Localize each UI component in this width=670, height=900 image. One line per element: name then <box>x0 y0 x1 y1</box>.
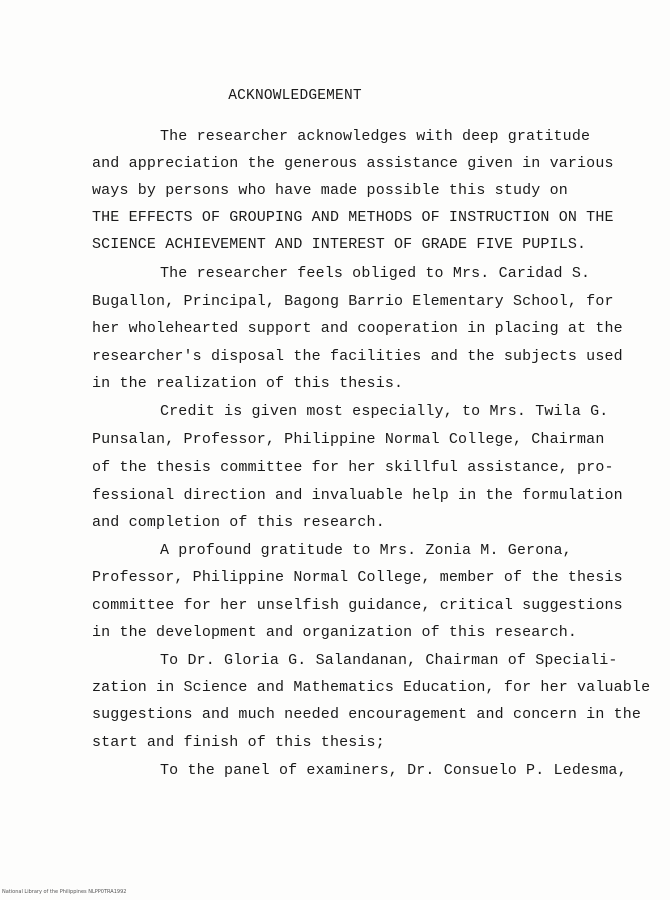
page-title: ACKNOWLEDGEMENT <box>228 88 362 104</box>
text-line: zation in Science and Mathematics Education, for her valuable <box>92 679 651 696</box>
text-line: SCIENCE ACHIEVEMENT AND INTEREST OF GRADE FIVE PUPILS. <box>92 236 587 253</box>
archive-footer: National Library of the Philippines NLPP0TRA1992 <box>2 889 127 895</box>
text-line: fessional direction and invaluable help in the formulation <box>92 487 623 504</box>
text-line: of the thesis committee for her skillful assistance, pro- <box>92 459 614 476</box>
text-line: her wholehearted support and cooperation in placing at the <box>92 320 623 337</box>
text-line: Credit is given most especially, to Mrs. Twila G. <box>160 403 609 420</box>
text-line: A profound gratitude to Mrs. Zonia M. Gerona, <box>160 542 572 559</box>
text-line: To Dr. Gloria G. Salandanan, Chairman of Speciali- <box>160 652 618 669</box>
text-line: researcher's disposal the facilities and the subjects used <box>92 348 623 365</box>
text-line: in the development and organization of this research. <box>92 624 578 641</box>
text-line: and completion of this research. <box>92 514 385 531</box>
text-line: suggestions and much needed encouragement and concern in the <box>92 706 642 723</box>
text-line: ways by persons who have made possible this study on <box>92 182 568 199</box>
text-line: Bugallon, Principal, Bagong Barrio Elementary School, for <box>92 293 614 310</box>
text-line: Professor, Philippine Normal College, member of the thesis <box>92 569 623 586</box>
text-line: The researcher feels obliged to Mrs. Caridad S. <box>160 265 591 282</box>
text-line: The researcher acknowledges with deep gratitude <box>160 128 591 145</box>
text-line: in the realization of this thesis. <box>92 375 404 392</box>
text-line: committee for her unselfish guidance, critical suggestions <box>92 597 623 614</box>
text-line: To the panel of examiners, Dr. Consuelo P. Ledesma, <box>160 762 627 779</box>
text-line: start and finish of this thesis; <box>92 734 385 751</box>
text-line: Punsalan, Professor, Philippine Normal College, Chairman <box>92 431 605 448</box>
text-line: and appreciation the generous assistance given in various <box>92 155 614 172</box>
text-line: THE EFFECTS OF GROUPING AND METHODS OF INSTRUCTION ON THE <box>92 209 614 226</box>
